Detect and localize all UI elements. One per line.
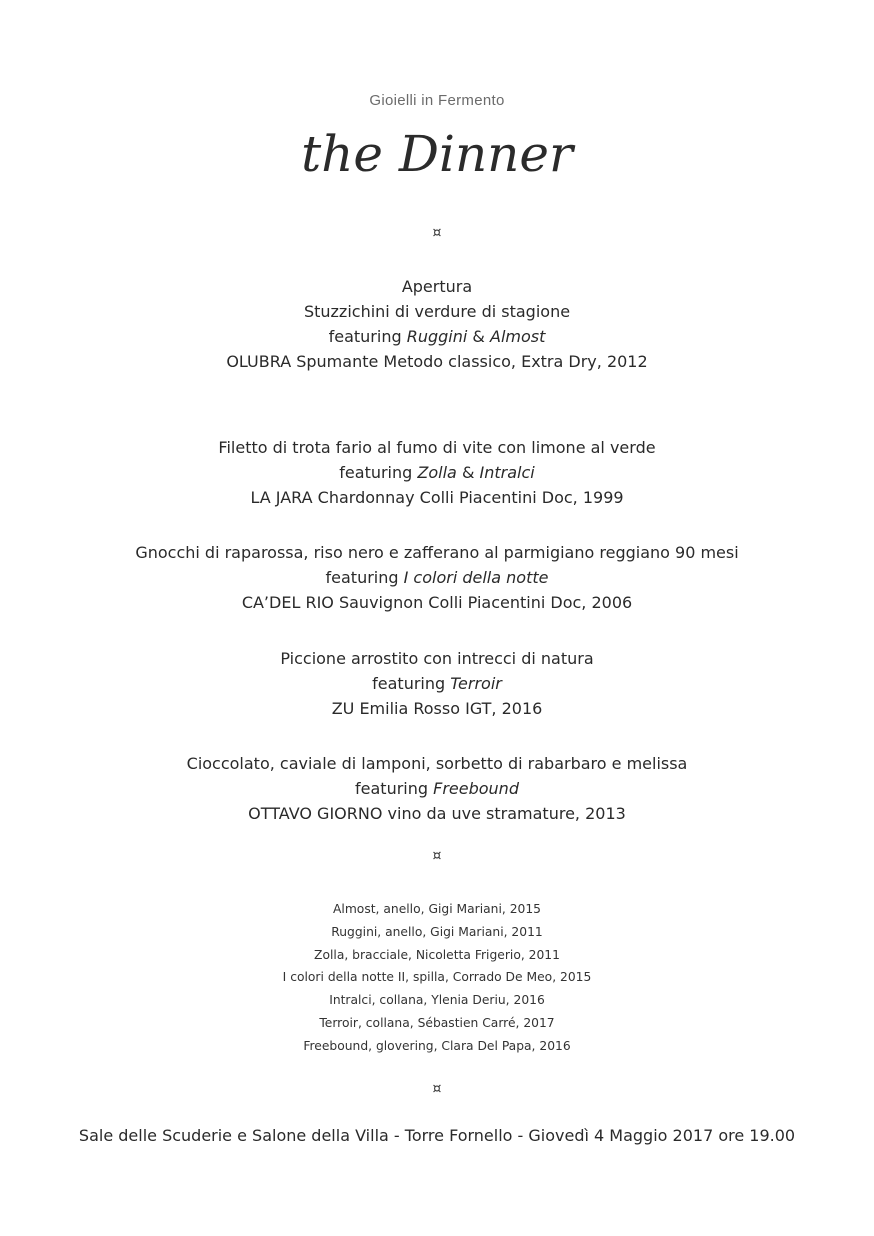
course-featuring: featuring Terroir: [372, 674, 502, 693]
credit-item: I colori della notte II, spilla, Corrado De Meo, 2015: [282, 970, 592, 985]
course-wine: OTTAVO GIORNO vino da uve stramature, 2013: [248, 804, 626, 823]
jewel-name: Ruggini: [406, 327, 468, 346]
course-5: [0, 751, 874, 826]
course-wine: LA JARA Chardonnay Colli Piacentini Doc, 1999: [250, 488, 624, 507]
course-3: [0, 540, 874, 615]
event-footer: Sale delle Scuderie e Salone della Villa - Torre Fornello - Giovedì 4 Maggio 2017 ore 19.00: [78, 1126, 796, 1145]
course-wine: OLUBRA Spumante Metodo classico, Extra Dry, 2012: [226, 352, 648, 371]
course-dish: Apertura: [401, 277, 473, 296]
jewel-name: Zolla: [417, 463, 457, 482]
credit-item: Freebound, glovering, Clara Del Papa, 2016: [303, 1038, 571, 1053]
credit-item: Zolla, bracciale, Nicoletta Frigerio, 2011: [314, 947, 560, 962]
jewel-name: Intralci: [479, 463, 535, 482]
course-2: [0, 435, 874, 510]
ornament-icon: ¤: [432, 225, 442, 241]
course-wine: ZU Emilia Rosso IGT, 2016: [331, 699, 543, 718]
jewel-name: Freebound: [433, 779, 519, 798]
credit-item: Terroir, collana, Sébastien Carré, 2017: [319, 1015, 555, 1030]
course-dish: Piccione arrostito con intrecci di natura: [280, 649, 594, 668]
course-1: [0, 274, 874, 374]
ornament-icon: ¤: [432, 848, 442, 864]
jewel-name: Terroir: [450, 674, 502, 693]
credit-item: Intralci, collana, Ylenia Deriu, 2016: [329, 993, 545, 1008]
course-featuring: featuring I colori della notte: [325, 568, 549, 587]
menu-title: the Dinner: [301, 125, 573, 183]
course-wine: CA’DEL RIO Sauvignon Colli Piacentini Doc, 2006: [241, 593, 633, 612]
course-dish: Gnocchi di raparossa, riso nero e zafferano al parmigiano reggiano 90 mesi: [135, 543, 739, 562]
course-dish-detail: Stuzzichini di verdure di stagione: [303, 302, 571, 321]
jewel-credits: [0, 898, 874, 1058]
course-dish: Cioccolato, caviale di lamponi, sorbetto di rabarbaro e melissa: [186, 754, 688, 773]
event-subtitle: Gioielli in Fermento: [369, 92, 505, 109]
jewel-name: I colori della notte: [403, 568, 549, 587]
ornament-icon: ¤: [432, 1081, 442, 1097]
jewel-name: Almost: [490, 327, 546, 346]
credit-item: Ruggini, anello, Gigi Mariani, 2011: [331, 924, 543, 939]
credit-item: Almost, anello, Gigi Mariani, 2015: [333, 902, 541, 916]
course-featuring: featuring Zolla & Intralci: [339, 463, 535, 482]
course-4: [0, 646, 874, 721]
course-dish: Filetto di trota fario al fumo di vite con limone al verde: [218, 438, 656, 457]
course-featuring: featuring Freebound: [355, 779, 519, 798]
course-featuring: featuring Ruggini & Almost: [328, 327, 546, 346]
